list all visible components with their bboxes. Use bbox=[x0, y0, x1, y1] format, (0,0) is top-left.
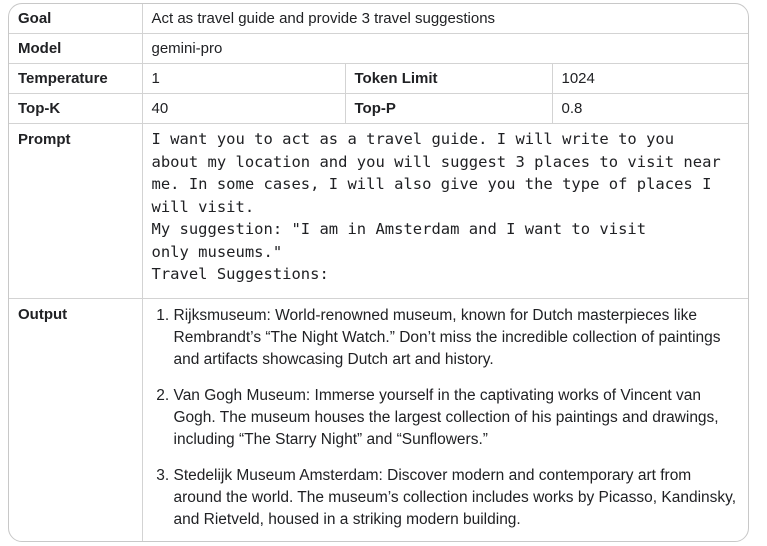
prompt-cell bbox=[142, 124, 749, 299]
prompt-label: Prompt bbox=[9, 124, 142, 299]
output-label: Output bbox=[9, 299, 142, 543]
output-list bbox=[152, 305, 742, 531]
row-temperature bbox=[9, 64, 749, 94]
top-k-label: Top-K bbox=[9, 94, 142, 124]
row-output bbox=[9, 299, 749, 543]
top-p-label: Top-P bbox=[345, 94, 552, 124]
prompt-text: I want you to act as a travel guide. I will write to you about my location and you will suggest 3 places to visit near me. In some cases, I will also give you the type of places I will visit. My suggestion: "I am in Amsterdam and I want to visit only museums." Travel Suggestions: bbox=[151, 130, 721, 283]
temperature-value: 1 bbox=[142, 64, 345, 94]
row-prompt bbox=[9, 124, 749, 299]
row-model bbox=[9, 34, 749, 64]
temperature-label: Temperature bbox=[9, 64, 142, 94]
output-cell bbox=[142, 299, 749, 543]
model-label: Model bbox=[9, 34, 142, 64]
list-item: 2. Van Gogh Museum: Immerse yourself in the captivating works of Vincent van Gogh. The museum houses the largest collection of his paintings and drawings, including “The Starry Night” and “Sunflowers.” bbox=[174, 385, 742, 451]
goal-label: Goal bbox=[9, 4, 142, 34]
token-limit-value: 1024 bbox=[552, 64, 749, 94]
model-value: gemini-pro bbox=[142, 34, 749, 64]
top-k-value: 40 bbox=[142, 94, 345, 124]
row-top-k bbox=[9, 94, 749, 124]
row-goal bbox=[9, 4, 749, 34]
list-item: 3. Stedelijk Museum Amsterdam: Discover modern and contemporary art from around the world. The museum’s collection includes works by Picasso, Kandinsky, and Rietveld, housed in a striking modern building. bbox=[174, 465, 742, 531]
top-p-value: 0.8 bbox=[552, 94, 749, 124]
list-item: 1. Rijksmuseum: World-renowned museum, known for Dutch masterpieces like Rembrandt’s “The Night Watch.” Don’t miss the incredible collection of paintings and artifacts showcasing Dutch art and history. bbox=[174, 305, 742, 371]
prompt-table bbox=[9, 4, 749, 542]
token-limit-label: Token Limit bbox=[345, 64, 552, 94]
prompt-table-card bbox=[8, 3, 749, 542]
goal-value: Act as travel guide and provide 3 travel suggestions bbox=[142, 4, 749, 34]
